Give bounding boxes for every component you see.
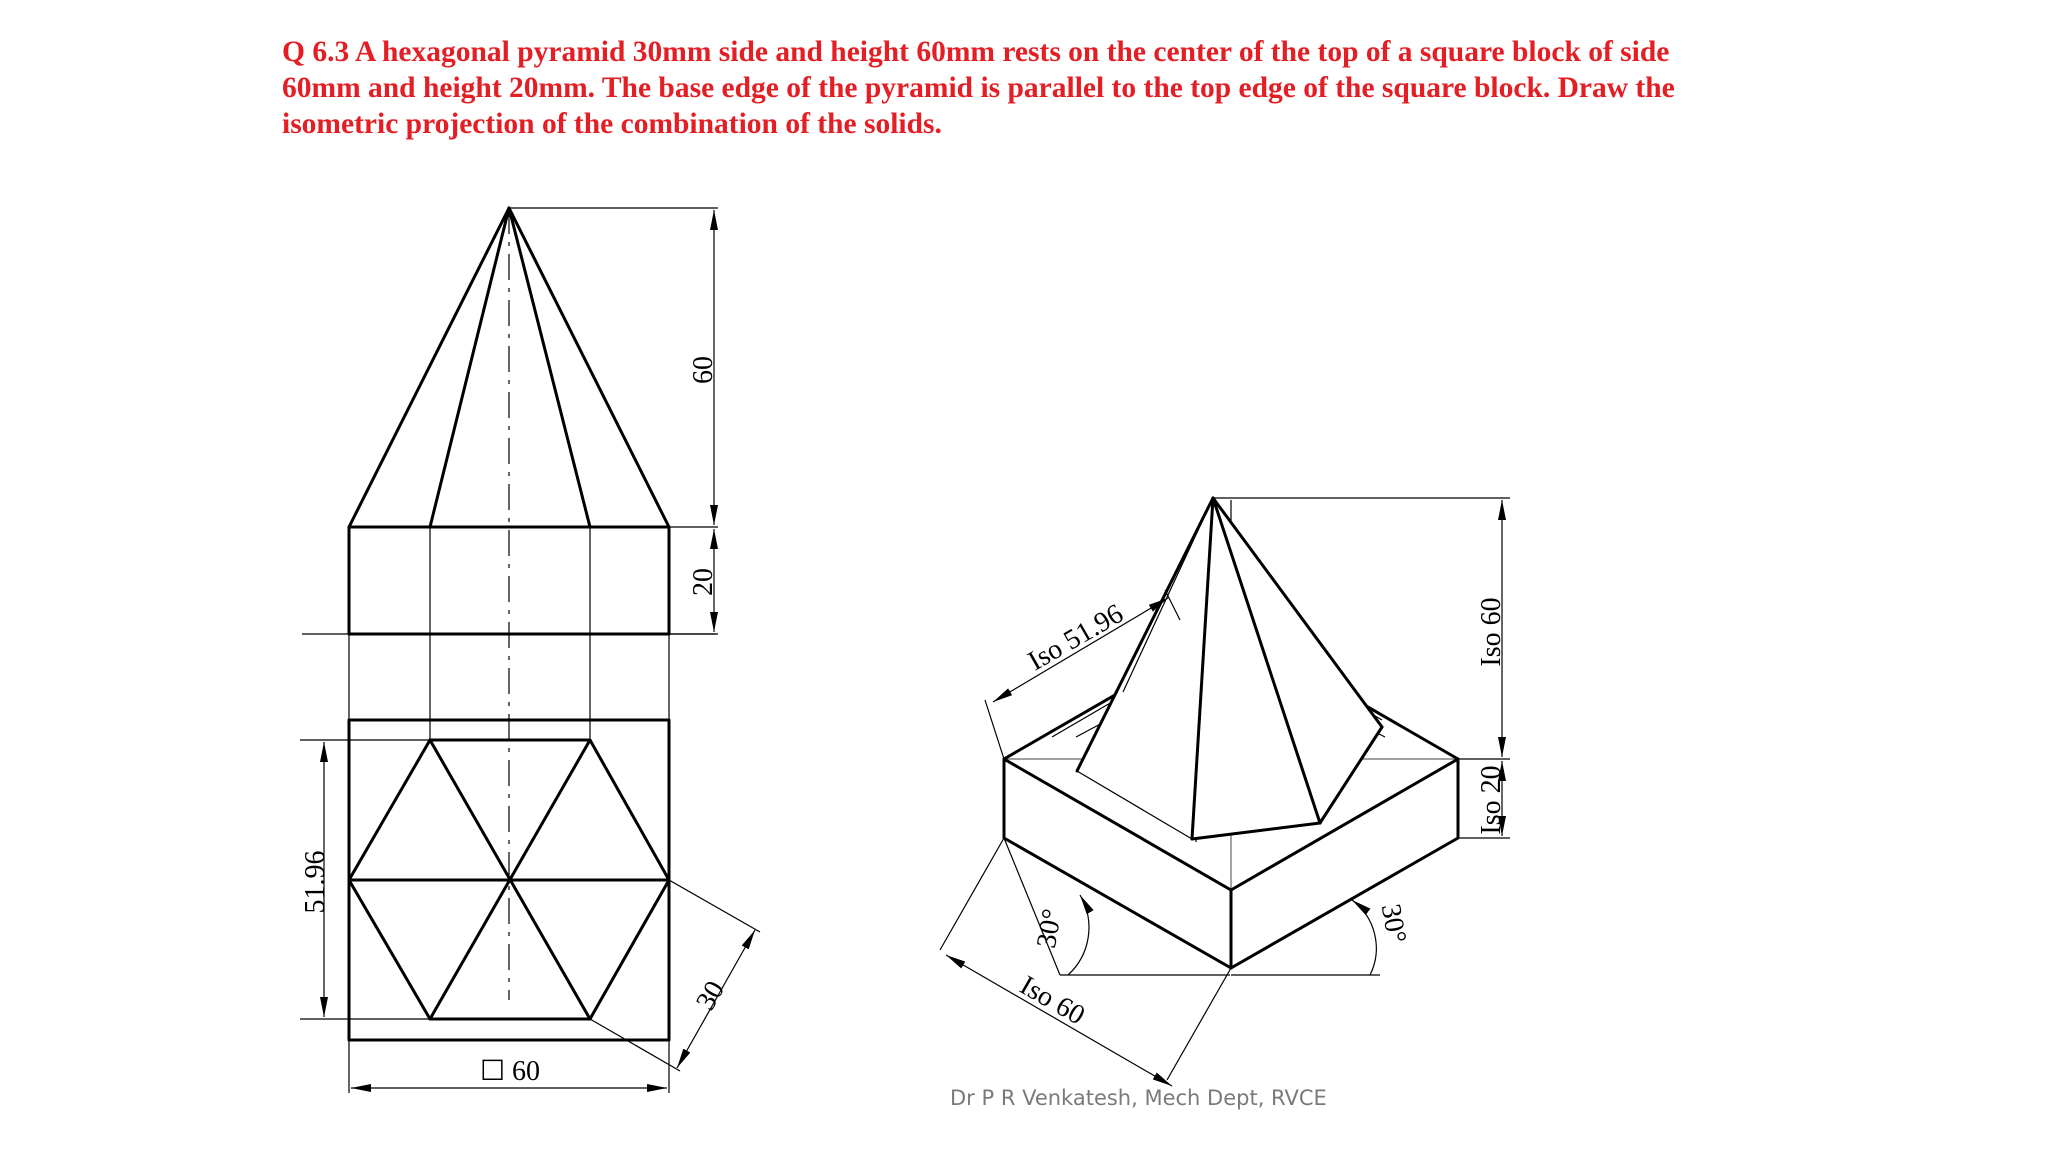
dimension-label-square-60 xyxy=(480,1056,540,1087)
iso-dimension-block-height xyxy=(1458,761,1510,838)
dimension-label-iso-60-height: Iso 60 xyxy=(1476,597,1507,667)
dimension-square-side xyxy=(351,1056,667,1088)
question-line-2: 60mm and height 20mm. The base edge of the pyramid is parallel to the top edge of the square block. Draw the xyxy=(282,72,1675,104)
question-line-1: Q 6.3 A hexagonal pyramid 30mm side and height 60mm rests on the center of the top of a square block of side xyxy=(282,36,1670,68)
isometric-view xyxy=(1004,498,1458,968)
dimension-label-30: 30 xyxy=(690,975,732,1016)
author-credit: Dr P R Venkatesh, Mech Dept, RVCE xyxy=(950,1086,1327,1110)
dimension-label-51-96: 51.96 xyxy=(300,850,331,914)
question-line-3: isometric projection of the combination of the solids. xyxy=(282,108,942,140)
angle-label-left-30: 30° xyxy=(1030,906,1069,951)
dimension-hexagon-side xyxy=(677,930,755,1068)
square-symbol: ☐ xyxy=(479,1056,506,1087)
angle-label-right-30: 30° xyxy=(1374,901,1413,946)
dimension-label-iso-60-side: Iso 60 xyxy=(1014,969,1090,1032)
dimension-label-60: 60 xyxy=(688,356,719,384)
dimension-label-iso-51-96: Iso 51.96 xyxy=(1022,598,1129,678)
top-view xyxy=(300,720,760,1093)
dimension-hexagon-width xyxy=(300,742,331,1017)
iso-dimension-block-side xyxy=(940,838,1231,1086)
dimension-label-iso-20: Iso 20 xyxy=(1476,765,1507,835)
dimension-block-height xyxy=(688,529,719,632)
square-side-value: 60 xyxy=(512,1056,541,1087)
iso-pyramid xyxy=(1077,498,1382,839)
dimension-label-20: 20 xyxy=(688,568,719,596)
dimension-pyramid-height xyxy=(688,210,719,525)
projector-lines xyxy=(349,208,718,740)
